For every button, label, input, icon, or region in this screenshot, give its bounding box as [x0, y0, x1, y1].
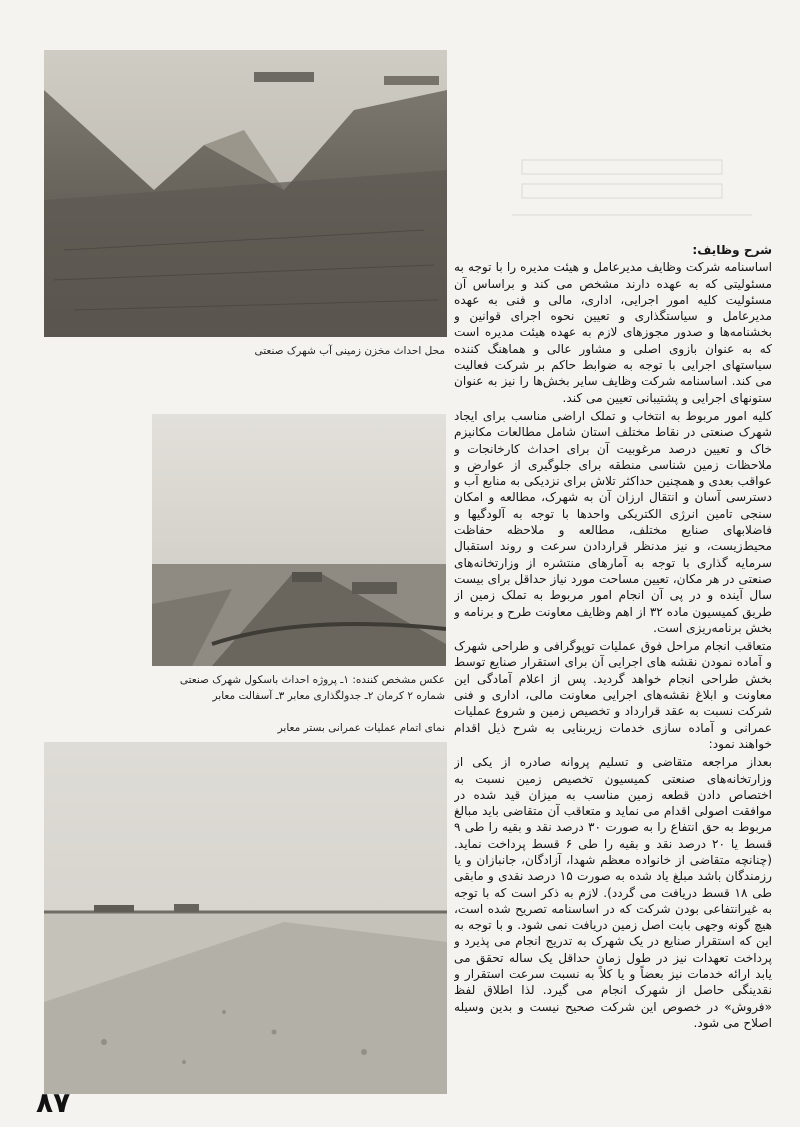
photo-icon: [44, 742, 447, 1094]
photo-icon: [44, 50, 447, 337]
photo-water-reservoir: [44, 50, 447, 337]
article-paragraph: اساسنامه شرکت وظایف مدیرعامل و هیئت مدیره را با توجه به مسئولیتی که به عهده دارند مشخص می کند و براساس آن مسئولیت کلیه امور اجرایی، اداری، مالی و فنی به عهده مدیرعامل و سیاستگذاری و تعیین نحوه اجرای قوانین و بخشنامه‌ها و صدور مجوزهای لازم به عهده هیئت مدیره است که به عنوان بازوی اصلی و مشاور عالی و هماهنگ کننده سیاستهای اجرایی با توجه به ضوابط حاکم بر شرکت فعالیت می کند. اساسنامه شرکت وظایف سایر بخش‌ها را نیز به عنوان ستونهای اجرایی و پشتیبانی تعیین می کند.: [454, 260, 772, 405]
article-paragraph: بعداز مراجعه متقاضی و تسلیم پروانه صادره از یکی از وزارتخانه‌های صنعتی کمیسیون تخصیص زمین نسبت به اختصاص دادن قطعه زمین مناسب به میزان قید شده در موافقت اصولی اقدام می نماید و متعاقب آن متقاضی باید مبالغ مربوط به حق انتفاع را به صورت ۳۰ درصد نقد و بقیه را طی ۹ قسط یا ۲۰ درصد نقد و بقیه را طی ۶ قسط پرداخت نماید. (چنانچه متقاضی از خانواده معظم شهدا، آزادگان، جانبازان و یا رزمندگان باشد مبلغ یاد شده به صورت ۱۵ درصد نقدی و مابقی طی ۱۸ قسط دریافت می گردد). لازم به ذکر است که با توجه به غیرانتفاعی بودن شرکت که در اساسنامه تصریح شده است، هیچ گونه وجهی بابت اصل زمین دریافت نمی شود. و با توجه به این که استقرار صنایع در یک شهرک به تدریج انجام می پذیرد و پرداخت تعهدات نیز در طول زمان حداقل یک ساله تحقق می یابد ارائه خدمات نیز بعضاً و یا کلاً به نسبت سرعت استقرار و نقدینگی حاصل از شهرک انجام می گیرد. لذا اطلاق لفظ «فروش» در خصوص این شرکت صحیح نیست و بدین وسیله اصلاح می شود.: [454, 755, 772, 1030]
photo-scale-construction: [152, 414, 446, 666]
figure-caption-3: نمای اتمام عملیات عمرانی بستر معابر: [277, 722, 445, 734]
page-number: ۸۷: [36, 1086, 71, 1119]
figure-caption-1: محل احداث مخزن زمینی آب شهرک صنعتی: [254, 345, 445, 357]
show-through-form: [452, 100, 772, 240]
article-paragraph: متعاقب انجام مراحل فوق عملیات توپوگرافی و طراحی شهرک و آماده نمودن نقشه های اجرایی آن برای استقرار صنایع توسط بخش طراحی انجام خواهد گردید. پس از اعلام آمادگی این معاونت و ابلاغ نقشه‌های اجرایی معاونت مالی، اداری و فنی شرکت نسبت به عقد قرارداد و تخصیص زمین و شروع عملیات عمرانی و آماده سازی خدمات زیربنایی به شرح ذیل اقدام خواهند نمود:: [454, 639, 772, 751]
photo-icon: [152, 414, 446, 666]
photo-road-bed: [44, 742, 447, 1094]
article-column: [454, 242, 772, 1080]
article-paragraph: کلیه امور مربوط به انتخاب و تملک اراضی مناسب برای ایجاد شهرک صنعتی در نقاط مختلف استان شامل مطالعات مکانیزم خاک و تعیین درصد مرغوبیت آن برای احداث کارخانجات و ملاحظات زمین شناسی منطقه برای جلوگیری از عوارض و عواقب بعدی و همچنین حداکثر تلاش برای نزدیکی به منابع آب و دسترسی آسان و انتقال ارزان آن به شهرک، مطالعه و امکان سنجی تامین انرژی الکتریکی واحدها با توجه به آلودگیها و فاضلابهای صنایع مختلف، مطالعه و ملاحظه حفاظت محیط‌زیست، و نیز مدنظر قراردادن سرعت و روند استقبال سرمایه گذاری با توجه به آمارهای منتشره از وزارتخانه‌های صنعتی در هر مکان، تعیین مساحت مورد نیاز حداقل برای بیست سال آینده و در پی آن انجام امور مربوط به تملک زمین از طریق کمیسیون ماده ۳۲ از اهم وظایف معاونت طرح و برنامه و بخش برنامه‌ریزی است.: [454, 408, 772, 635]
article-heading: شرح وظایف:: [692, 243, 772, 257]
figure-caption-2: عکس مشخص کننده: ۱ـ پروژه احداث باسکول شهرک صنعتی شماره ۲ کرمان ۲ـ جدولگذاری معابر ۳ـ آسفالت معابر: [179, 674, 445, 702]
